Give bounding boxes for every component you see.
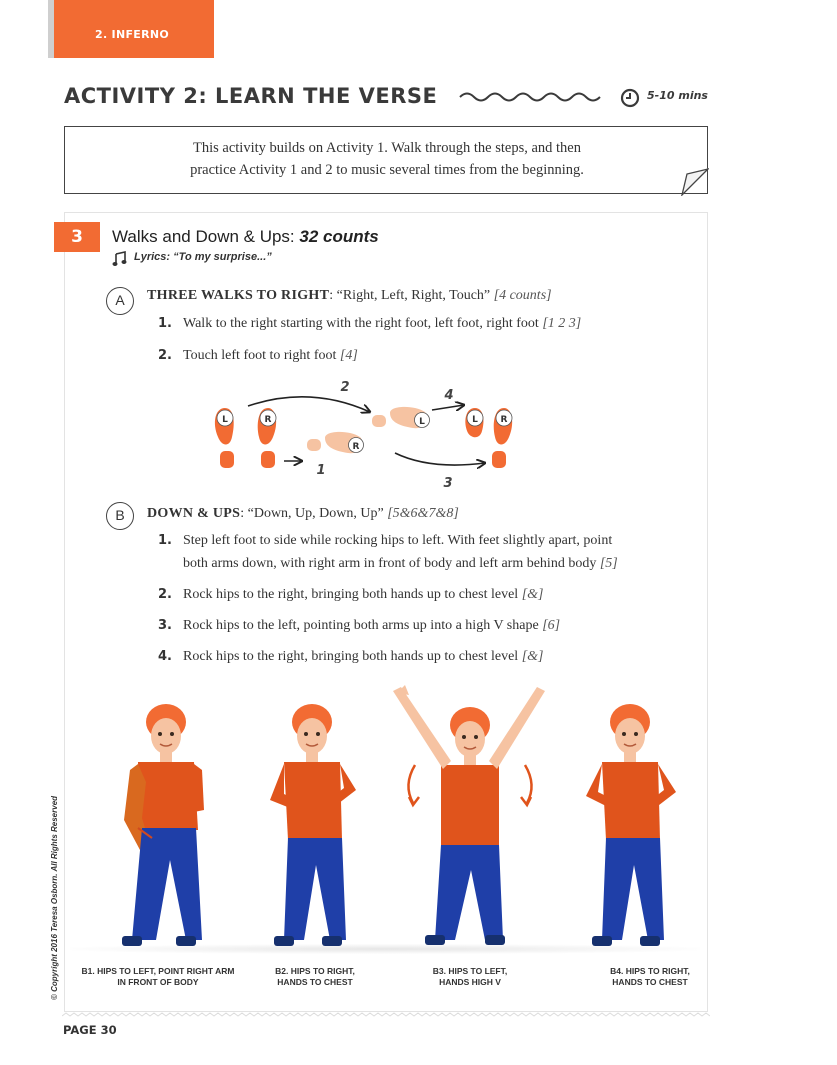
part-b-item-2-desc: Rock hips to the right, bringing both hands up to chest level: [183, 587, 522, 602]
clock-icon: [620, 88, 640, 108]
foot-left-start: [215, 408, 234, 468]
section-title: [112, 227, 379, 247]
arrow-step-4: [432, 405, 464, 410]
part-b-heading: [147, 506, 459, 522]
caption-b4-line-1: B4. HIPS TO RIGHT,: [610, 966, 690, 976]
caption-b4-line-2: HANDS TO CHEST: [612, 977, 688, 987]
dancer-figure-b4: [578, 700, 688, 955]
caption-b3-line-2: HANDS HIGH V: [439, 977, 501, 987]
part-a-item-2-number: 2.: [158, 348, 172, 363]
music-note-icon: [112, 251, 128, 267]
part-b-item-3-desc: Rock hips to the left, pointing both arms up into a high V shape: [183, 618, 543, 633]
part-a-item-2-counts: [4]: [339, 348, 358, 363]
foot-step-1-label: R: [352, 442, 360, 452]
part-b-item-2-counts: [&]: [521, 587, 544, 602]
part-b-item-1-line-2-text: both arms down, with right arm in front of body and left arm behind body: [183, 556, 600, 571]
part-b-item-3-text: [183, 614, 560, 637]
part-b-item-4-desc: Rock hips to the right, bringing both hands up to chest level: [183, 649, 522, 664]
part-b-item-1-counts: [5]: [599, 556, 618, 571]
squiggle-divider: [458, 88, 608, 104]
section-number: 3: [54, 222, 100, 252]
foot-right-end: [492, 408, 512, 468]
caption-b2-line-2: HANDS TO CHEST: [277, 977, 353, 987]
step-number-4: 4: [444, 388, 454, 403]
part-a-label: THREE WALKS TO RIGHT: [147, 288, 330, 303]
part-a-item-2-desc: Touch left foot to right foot: [183, 348, 340, 363]
part-b-item-3-counts: [6]: [542, 618, 561, 633]
foot-left-end: [465, 408, 483, 437]
arrow-step-3: [395, 453, 485, 465]
section-title-counts: 32 counts: [299, 227, 379, 246]
foot-left-end-label: L: [472, 415, 478, 425]
caption-b1: [68, 966, 248, 988]
dancer-figure-b2: [260, 700, 370, 955]
part-b-label: DOWN & UPS: [147, 506, 241, 521]
foot-step-2-label: L: [419, 417, 425, 427]
caption-b3-line-1: B3. HIPS TO LEFT,: [432, 966, 508, 976]
step-number-1: 1: [316, 463, 326, 478]
part-b-item-1-line-1: Step left foot to side while rocking hips to left. With feet slightly apart, point: [183, 533, 613, 548]
page-curl-corner: [681, 168, 709, 196]
part-b-item-1-line-2: [183, 552, 618, 575]
dancer-figure-b1: [110, 700, 220, 955]
part-b-item-1-number: 1.: [158, 533, 172, 548]
part-b-item-3-number: 3.: [158, 618, 172, 633]
part-b-item-2-text: [183, 583, 543, 606]
activity-title: ACTIVITY 2: LEARN THE VERSE: [64, 84, 438, 108]
part-b-item-4-text: [183, 645, 543, 668]
chapter-tab-label: 2. INFERNO: [95, 28, 170, 41]
foot-step-2: [372, 407, 430, 428]
part-a-item-1-number: 1.: [158, 316, 172, 331]
part-a-heading: [147, 288, 552, 304]
part-a-item-1-desc: Walk to the right starting with the right foot, left foot, right foot: [183, 316, 543, 331]
footer-zigzag: [62, 1012, 710, 1020]
foot-step-1: [307, 432, 364, 453]
caption-b2: [255, 966, 375, 988]
intro-line-1: This activity builds on Activity 1. Walk through the steps, and then: [192, 140, 581, 156]
part-b-desc: : “Down, Up, Down, Up”: [240, 506, 388, 521]
part-b-item-4-counts: [&]: [521, 649, 544, 664]
step-number-2: 2: [340, 380, 350, 395]
part-b-badge: B: [106, 502, 134, 530]
part-a-item-1-text: [183, 312, 581, 335]
caption-b3: [410, 966, 530, 988]
caption-b1-line-2: IN FRONT OF BODY: [117, 977, 199, 987]
part-a-desc: : “Right, Left, Right, Touch”: [329, 288, 494, 303]
part-b-item-2-number: 2.: [158, 587, 172, 602]
part-a-item-1-counts: [1 2 3]: [542, 316, 582, 331]
part-a-badge: A: [106, 287, 134, 315]
foot-right-start: [258, 408, 276, 468]
intro-box: [64, 126, 708, 194]
part-a-counts: [4 counts]: [493, 288, 552, 303]
part-a-item-2-text: [183, 344, 358, 367]
dancer-figure-b3: [385, 685, 555, 955]
intro-text: [65, 137, 709, 181]
foot-right-end-label: R: [500, 415, 508, 425]
caption-b4: [590, 966, 710, 988]
foot-left-start-label: L: [222, 415, 228, 425]
part-b-counts: [5&6&7&8]: [387, 506, 459, 521]
foot-right-start-label: R: [264, 415, 272, 425]
part-b-item-4-number: 4.: [158, 649, 172, 664]
footsteps-diagram: [210, 375, 530, 495]
section-title-text: Walks and Down & Ups:: [112, 227, 300, 246]
page-number: PAGE 30: [63, 1023, 117, 1037]
caption-b1-line-1: B1. HIPS TO LEFT, POINT RIGHT ARM: [81, 966, 235, 976]
activity-duration: 5-10 mins: [647, 89, 708, 102]
copyright-notice: © Copyright 2016 Teresa Osborn. All Rights Reserved: [50, 795, 59, 1000]
intro-line-2: practice Activity 1 and 2 to music several times from the beginning.: [190, 162, 584, 178]
part-b-item-1-text: [183, 529, 618, 575]
step-number-3: 3: [443, 476, 453, 491]
caption-b2-line-1: B2. HIPS TO RIGHT,: [275, 966, 355, 976]
lyrics-text: Lyrics: “To my surprise...”: [134, 251, 272, 263]
